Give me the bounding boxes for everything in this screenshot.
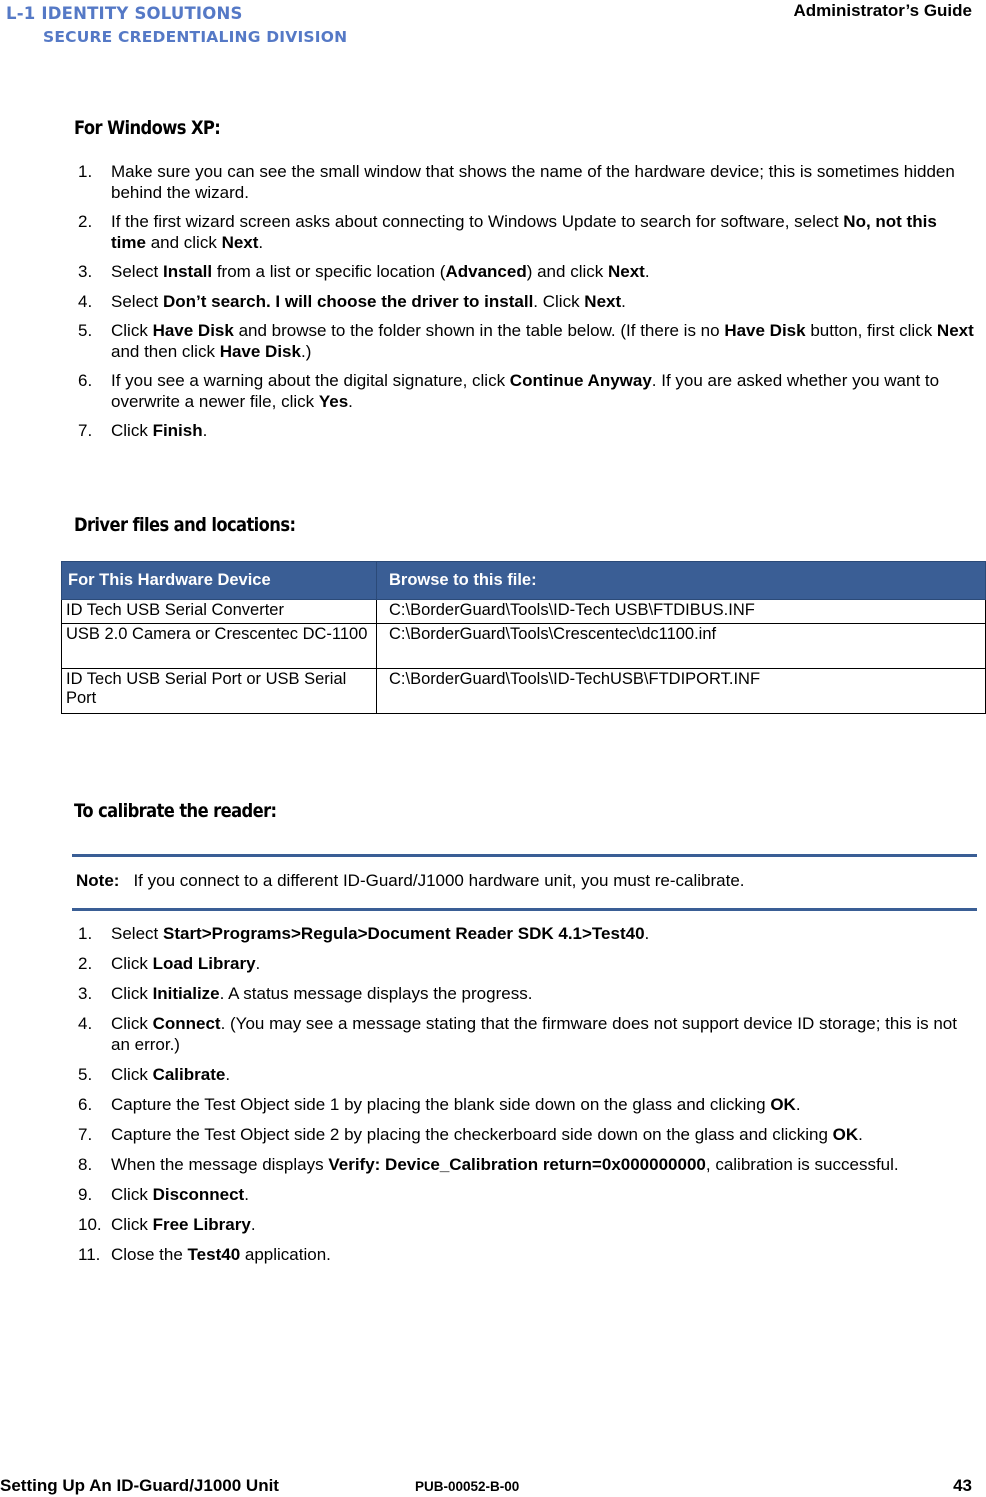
- step-number: 5.: [78, 321, 93, 340]
- ui-term: Verify: Device_Calibration return=0x000000000: [328, 1154, 706, 1174]
- ui-term: Calibrate: [152, 1064, 226, 1084]
- step-text: Click: [111, 1214, 153, 1234]
- step-text: Click: [111, 321, 153, 340]
- ui-term: Load Library: [152, 954, 256, 973]
- list-item: [74, 162, 974, 203]
- ui-term: Connect: [152, 1014, 221, 1033]
- list-item: [74, 1014, 974, 1055]
- file-path-cell: C:\BorderGuard\Tools\Crescentec\dc1100.inf: [377, 624, 986, 669]
- guide-title: Administrator’s Guide: [793, 1, 972, 20]
- table-header-row: [62, 562, 986, 600]
- step-text: Click: [111, 984, 153, 1003]
- step-number: 6.: [78, 1094, 93, 1114]
- step-text: Capture the Test Object side 2 by placing the checkerboard side down on the glass and clicking: [111, 1124, 833, 1144]
- step-text: . (You may see a message stating that the firmware does not support device ID storage; this is not an error.): [111, 1014, 957, 1054]
- step-number: 11.: [78, 1244, 101, 1264]
- step-text: Select: [111, 291, 163, 311]
- step-text: .: [255, 954, 261, 973]
- ui-term: Install: [162, 262, 213, 281]
- list-item: [74, 262, 974, 283]
- step-number: 9.: [78, 1184, 93, 1204]
- step-text: Select: [111, 924, 163, 943]
- ui-term: Don’t search. I will choose the driver to install: [162, 291, 534, 311]
- note-bottom-rule: [72, 908, 977, 911]
- step-text: button, first click: [805, 321, 937, 340]
- calibrate-steps-list: [74, 924, 974, 1265]
- step-text: and browse to the folder shown in the table below. (If there is no: [233, 321, 725, 340]
- step-text: Click: [111, 1014, 153, 1033]
- ui-term: Finish: [152, 421, 203, 440]
- footer-chapter-title: Setting Up An ID-Guard/J1000 Unit: [0, 1476, 279, 1495]
- step-text: If you see a warning about the digital signature, click: [111, 371, 510, 390]
- step-number: 3.: [78, 984, 93, 1003]
- list-item: [74, 1245, 974, 1266]
- step-text: .: [202, 421, 208, 440]
- ui-term: Test40: [187, 1244, 241, 1264]
- step-number: 1.: [78, 162, 93, 181]
- ui-term: Continue Anyway: [509, 371, 652, 390]
- step-text: Click: [111, 1184, 153, 1204]
- file-path-cell: C:\BorderGuard\Tools\ID-Tech USB\FTDIBUS.INF: [377, 600, 986, 624]
- ui-term: Yes: [318, 391, 349, 411]
- note-box: [76, 871, 745, 891]
- step-number: 4.: [78, 291, 93, 311]
- step-text: .: [348, 391, 353, 411]
- ui-term: Have Disk: [724, 321, 806, 340]
- step-text: .: [250, 1214, 256, 1234]
- step-number: 10.: [78, 1214, 102, 1234]
- table-row: [62, 669, 986, 714]
- step-text: Click: [111, 954, 153, 973]
- step-text: .: [644, 924, 650, 943]
- step-text: Click: [111, 421, 153, 440]
- footer-page-number: 43: [953, 1476, 972, 1495]
- step-number: 2.: [78, 212, 93, 231]
- device-cell: USB 2.0 Camera or Crescentec DC-1100: [62, 624, 377, 669]
- list-item: [74, 371, 974, 412]
- device-cell: ID Tech USB Serial Converter: [62, 600, 377, 624]
- step-text: Make sure you can see the small window that shows the name of the hardware device; this is sometimes hidden behind the wizard.: [111, 162, 955, 202]
- step-number: 3.: [78, 262, 93, 281]
- ui-term: Next: [607, 262, 645, 281]
- driver-files-table: [61, 561, 986, 714]
- step-text: Close the: [111, 1244, 188, 1264]
- note-text: If you connect to a different ID-Guard/J1000 hardware unit, you must re-calibrate.: [133, 871, 745, 890]
- step-text: When the message displays: [111, 1154, 329, 1174]
- step-text: Select: [111, 262, 163, 281]
- step-number: 5.: [78, 1064, 93, 1084]
- list-item: [74, 984, 974, 1005]
- logo-line2: SECURE CREDENTIALING DIVISION: [43, 28, 348, 46]
- step-text: , calibration is successful.: [705, 1154, 899, 1174]
- step-number: 4.: [78, 1014, 93, 1033]
- list-item: [74, 421, 974, 442]
- step-text: .: [858, 1124, 863, 1144]
- list-item: [74, 321, 974, 362]
- table-row: [62, 624, 986, 669]
- step-text: .: [258, 232, 264, 252]
- step-text: application.: [240, 1244, 331, 1264]
- company-logo: [6, 4, 346, 50]
- list-item: [74, 1125, 974, 1146]
- list-item: [74, 1095, 974, 1116]
- list-item: [74, 292, 974, 313]
- ui-term: OK: [770, 1094, 796, 1114]
- list-item: [74, 1185, 974, 1206]
- ui-term: Start>Programs>Regula>Document Reader SDK 4.1>Test40: [162, 924, 645, 943]
- ui-term: Next: [936, 321, 974, 340]
- step-text: ) and click: [526, 262, 608, 281]
- list-item: [74, 1155, 974, 1176]
- step-text: . A status message displays the progress.: [219, 984, 533, 1003]
- xp-steps-list: [74, 162, 974, 442]
- ui-term: No, not this time: [111, 212, 937, 252]
- table-row: [62, 600, 986, 624]
- step-text: . If you are asked whether you want to overwrite a newer file, click: [111, 371, 940, 411]
- column-header-file: Browse to this file:: [377, 562, 986, 600]
- step-text: .: [621, 291, 626, 311]
- ui-term: Free Library: [152, 1214, 251, 1234]
- step-text: .: [795, 1094, 801, 1114]
- step-number: 7.: [78, 421, 93, 440]
- step-number: 7.: [78, 1124, 93, 1144]
- ui-term: Next: [221, 232, 259, 252]
- heading-calibrate: To calibrate the reader:: [74, 800, 277, 822]
- list-item: [74, 1215, 974, 1236]
- step-text: . Click: [533, 291, 585, 311]
- step-text: .: [644, 262, 650, 281]
- step-text: Click: [111, 1064, 153, 1084]
- heading-driver-files: Driver files and locations:: [74, 514, 296, 536]
- step-number: 6.: [78, 371, 93, 390]
- step-text: and then click: [111, 341, 220, 361]
- ui-term: Initialize: [152, 984, 220, 1003]
- ui-term: Next: [584, 291, 622, 311]
- list-item: [74, 954, 974, 975]
- logo-line1: L-1 IDENTITY SOLUTIONS: [6, 4, 243, 23]
- step-text: .): [300, 341, 312, 361]
- step-number: 1.: [78, 924, 93, 943]
- step-text: .: [225, 1064, 231, 1084]
- footer-publication-number: PUB-00052-B-00: [415, 1479, 520, 1494]
- list-item: [74, 924, 974, 945]
- column-header-device: For This Hardware Device: [62, 562, 377, 600]
- step-text: Capture the Test Object side 1 by placing the blank side down on the glass and clicking: [111, 1094, 771, 1114]
- note-label: Note:: [76, 871, 120, 890]
- list-item: [74, 1065, 974, 1086]
- ui-term: Have Disk: [219, 341, 301, 361]
- step-text: and click: [145, 232, 222, 252]
- ui-term: Advanced: [445, 262, 527, 281]
- list-item: [74, 212, 974, 253]
- note-top-rule: [72, 854, 977, 857]
- heading-windows-xp: For Windows XP:: [74, 117, 221, 139]
- ui-term: Disconnect: [152, 1184, 245, 1204]
- step-number: 2.: [78, 954, 93, 973]
- step-text: from a list or specific location (: [212, 262, 446, 281]
- file-path-cell: C:\BorderGuard\Tools\ID-TechUSB\FTDIPORT.INF: [377, 669, 986, 714]
- device-cell: ID Tech USB Serial Port or USB Serial Port: [62, 669, 377, 714]
- step-text: If the first wizard screen asks about connecting to Windows Update to search for software, select: [111, 212, 844, 231]
- ui-term: OK: [832, 1124, 859, 1144]
- ui-term: Have Disk: [152, 321, 234, 340]
- step-number: 8.: [78, 1154, 93, 1174]
- step-text: .: [244, 1184, 249, 1204]
